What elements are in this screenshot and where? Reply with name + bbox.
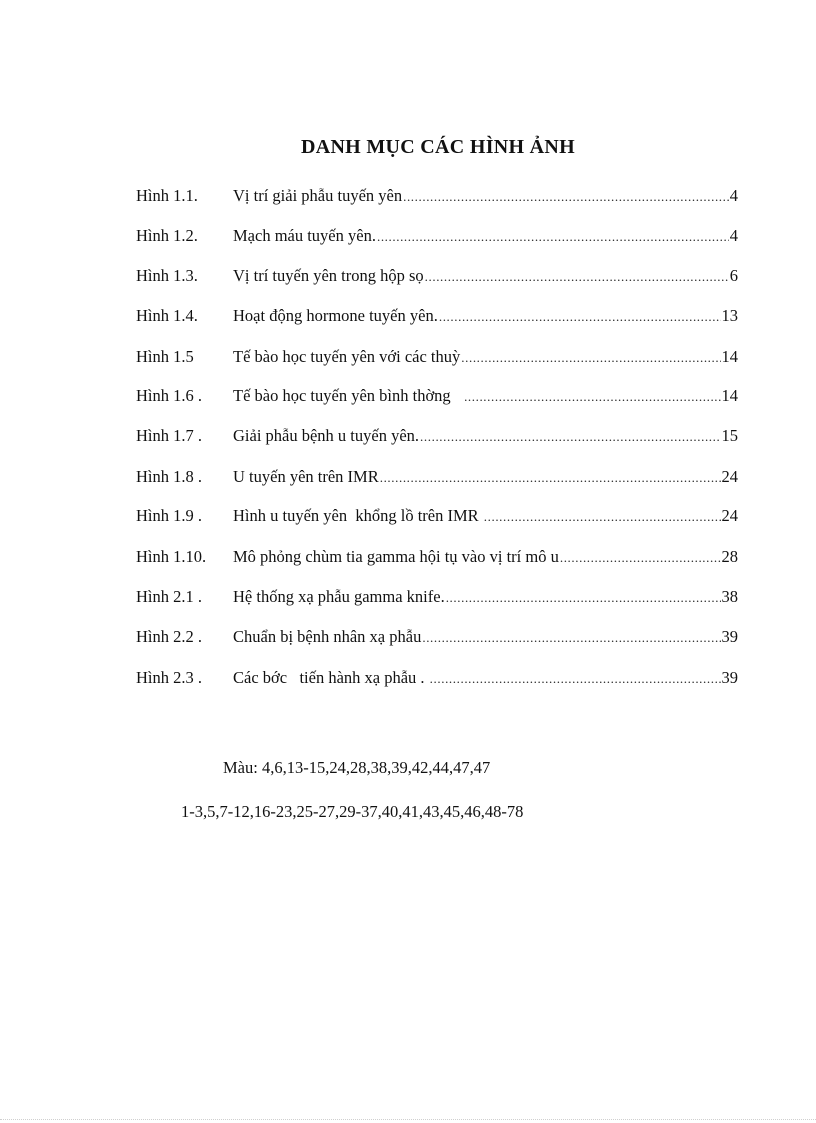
dot-leader <box>420 430 720 443</box>
page-number: 24 <box>721 467 738 486</box>
page-number: 39 <box>721 627 738 646</box>
toc-entry <box>136 587 738 607</box>
page-number: 24 <box>721 506 738 525</box>
toc-entry <box>136 266 738 286</box>
figure-title: Tế bào học tuyến yên với các thuỳ <box>233 347 461 366</box>
color-pages-note: Màu: 4,6,13-15,24,28,38,39,42,44,47,47 <box>223 758 491 777</box>
toc-entry <box>136 186 738 206</box>
page-number: 4 <box>729 226 738 245</box>
figure-title: Mô phỏng chùm tia gamma hội tụ vào vị trí mô u <box>233 547 559 566</box>
figure-number: Hình 2.1 . <box>136 587 202 606</box>
toc-entry <box>136 386 738 406</box>
toc-entry <box>136 347 738 367</box>
dot-leader <box>425 270 729 283</box>
figure-title: Giải phẫu bệnh u tuyến yên. <box>233 426 420 445</box>
figure-number: Hình 1.5 <box>136 347 194 366</box>
figure-number: Hình 1.6 . <box>136 386 202 405</box>
figure-title: Mạch máu tuyến yên. <box>233 226 376 245</box>
figure-title: Vị trí giải phẫu tuyến yên <box>233 186 403 205</box>
figure-number: Hình 1.4. <box>136 306 198 325</box>
toc-entry <box>136 668 738 688</box>
figure-number: Hình 1.8 . <box>136 467 202 486</box>
page-number: 14 <box>721 386 738 405</box>
dot-leader <box>403 190 729 203</box>
figure-number: Hình 1.2. <box>136 226 198 245</box>
page-number: 6 <box>729 266 738 285</box>
toc-entry <box>136 306 738 326</box>
page-number: 39 <box>721 668 738 687</box>
page-number: 13 <box>721 306 738 325</box>
figure-title: Hệ thống xạ phẫu gamma knife. <box>233 587 445 606</box>
page-number: 15 <box>721 426 738 445</box>
page-number: 38 <box>721 587 738 606</box>
figure-title: Hình u tuyến yên khổng lồ trên IMR <box>233 506 483 525</box>
dot-leader <box>484 510 721 523</box>
figure-list <box>136 186 738 688</box>
figure-number: Hình 1.1. <box>136 186 198 205</box>
toc-entry <box>136 426 738 446</box>
figure-title: U tuyến yên trên IMR <box>233 467 379 486</box>
page-number: 4 <box>729 186 738 205</box>
dot-leader <box>439 310 721 323</box>
bw-pages-note: 1-3,5,7-12,16-23,25-27,29-37,40,41,43,45,46,48-78 <box>181 802 524 821</box>
toc-entry <box>136 627 738 647</box>
page-title: DANH MỤC CÁC HÌNH ẢNH <box>300 136 576 158</box>
dot-leader <box>461 351 720 364</box>
dot-leader <box>446 591 721 604</box>
dot-leader <box>560 551 721 564</box>
figure-number: Hình 1.3. <box>136 266 198 285</box>
figure-title: Tế bào học tuyến yên bình thờng <box>233 386 464 405</box>
figure-title: Chuẩn bị bệnh nhân xạ phẫu <box>233 627 422 646</box>
toc-entry <box>136 226 738 246</box>
toc-entry <box>136 547 738 567</box>
page-number: 14 <box>721 347 738 366</box>
figure-title: Vị trí tuyến yên trong hộp sọ <box>233 266 424 285</box>
figure-number: Hình 1.7 . <box>136 426 202 445</box>
figure-number: Hình 2.3 . <box>136 668 202 687</box>
page-number: 28 <box>721 547 738 566</box>
toc-entry <box>136 467 738 487</box>
page-bottom-rule <box>0 1119 816 1120</box>
dot-leader <box>464 390 720 403</box>
figure-number: Hình 1.9 . <box>136 506 202 525</box>
dot-leader <box>380 471 721 484</box>
figure-number: Hình 2.2 . <box>136 627 202 646</box>
figure-number: Hình 1.10. <box>136 547 207 566</box>
figure-title: Hoạt động hormone tuyến yên. <box>233 306 438 325</box>
figure-title: Các bớc tiến hành xạ phẫu . <box>233 668 429 687</box>
dot-leader <box>377 230 729 243</box>
dot-leader <box>422 631 720 644</box>
toc-entry <box>136 506 738 526</box>
dot-leader <box>430 672 721 685</box>
